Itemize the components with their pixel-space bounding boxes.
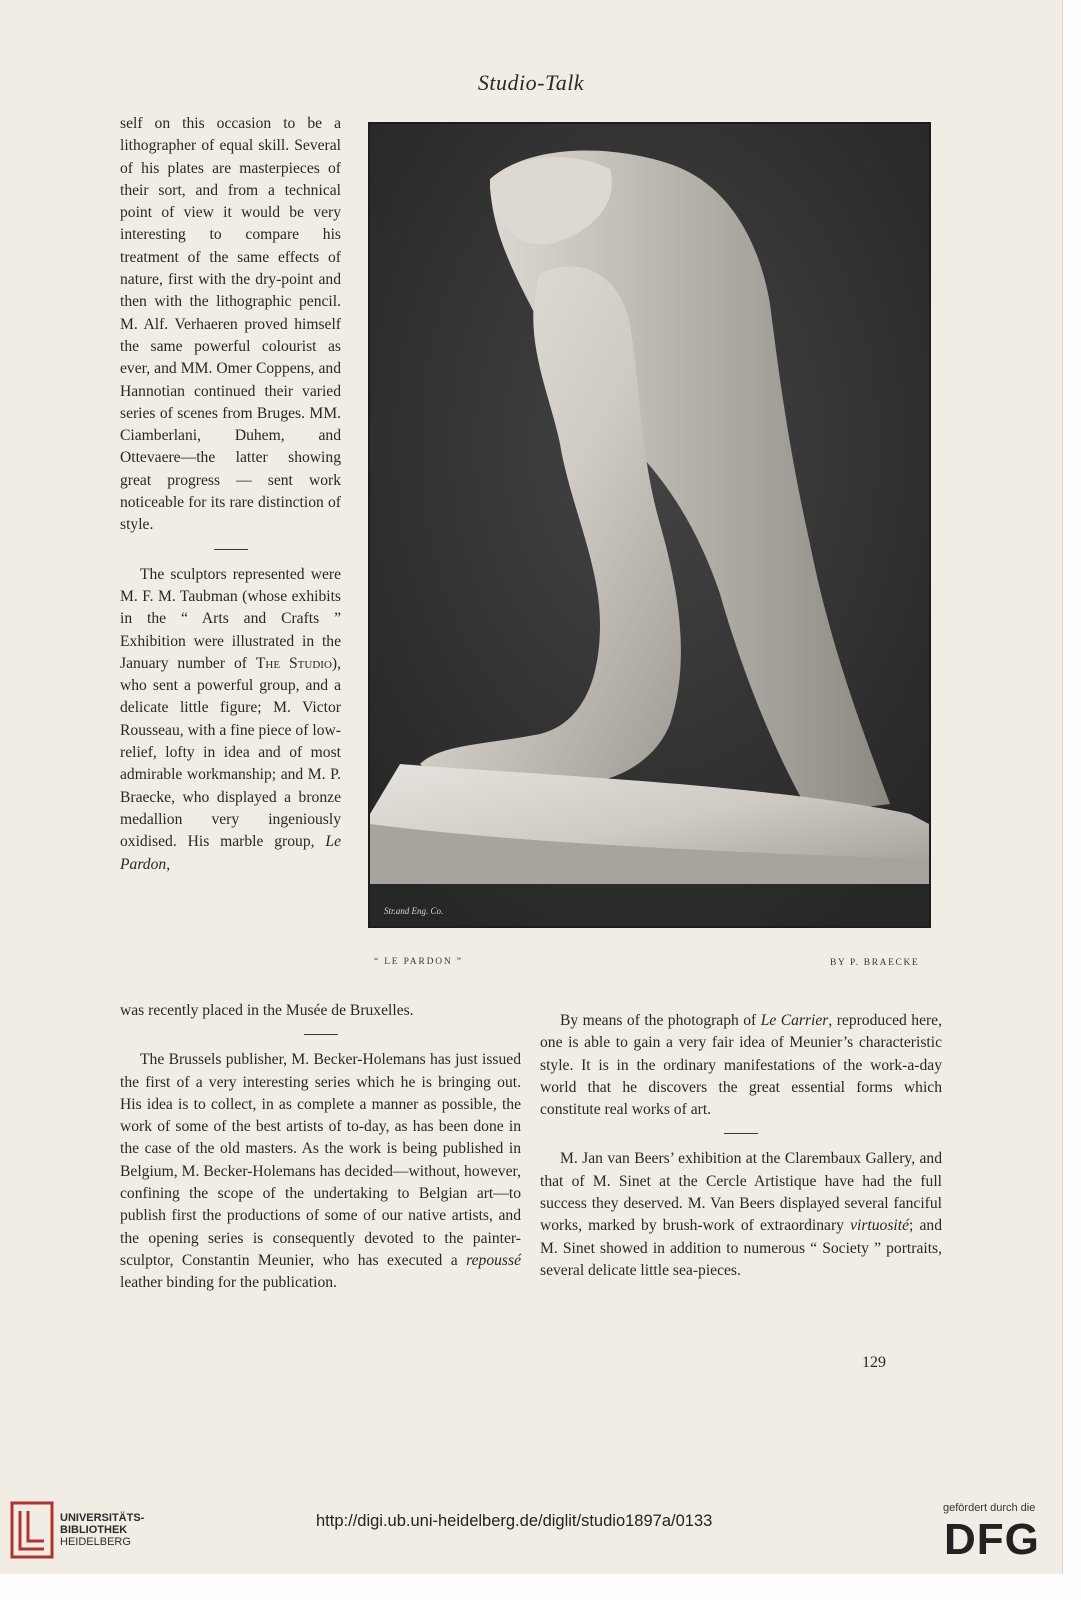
- text-run: leather binding for the publication.: [120, 1274, 337, 1292]
- paragraph-sculptors-end: was recently placed in the Musée de Bruxelles.: [120, 1002, 414, 1019]
- paragraph-sculptors: [120, 564, 341, 876]
- funding-note: gefördert durch die: [943, 1502, 1036, 1514]
- sculpture-photograph: [368, 122, 931, 928]
- paragraph-lithographer: self on this occasion to be a lithographer of equal skill. Several of his plates are masterpieces of their sort, and from a technical point of view it would be very interesting to compare his treatment of the same effects of nature, first with the dry-point and then with the lithographic pencil. M. Alf. Verhaeren proved himself the same powerful colourist as ever, and MM. Omer Coppens, and Hannotian continued their varied series of scenes from Bruges. MM. Ciamberlani, Duhem, and Ottevaere—the latter showing great progress — sent work noticeable for its rare distinction of style.: [120, 115, 341, 534]
- section-divider: [304, 1034, 338, 1035]
- italic-term: repoussé: [466, 1251, 521, 1269]
- text-run: The Brussels publisher, M. Becker-Holemans has just issued the first of a very interesting series which he is bringing out. His idea is to collect, in as complete a manner as possible, the work of some of the best artists of to-day, as has been done in the case of the old masters. As the work is being published in Belgium, M. Becker-Holemans has decided—without, however, confining the scope of the undertaking to Belgian art—to publish first the productions of some of our native artists, and the opening series is consequently devoted to the painter-sculptor, Constantin Meunier, who has executed a: [120, 1051, 521, 1269]
- text-run: ,: [166, 855, 171, 873]
- page-number: 129: [862, 1354, 886, 1371]
- magazine-title: The Studio: [255, 654, 332, 672]
- figure-caption-title: “ LE PARDON ”: [374, 957, 463, 967]
- library-line: UNIVERSITÄTS-: [60, 1512, 145, 1524]
- library-name: [60, 1512, 144, 1548]
- dfg-logo: DFG: [944, 1515, 1040, 1564]
- text-run: The sculptors represented were M. F. M. Taubman (whose exhibits in the “ Arts and Crafts ” Exhibition were illustrated in the January number of: [120, 565, 341, 672]
- figure-caption-artist: BY P. BRAECKE: [830, 958, 920, 968]
- paragraph-exhibitions: [540, 1148, 942, 1282]
- library-line: HEIDELBERG: [60, 1536, 131, 1548]
- italic-term: virtuosité: [850, 1217, 909, 1235]
- right-column: [540, 1010, 942, 1282]
- running-head: Studio-Talk: [477, 70, 585, 95]
- artwork-title: Le Carrier: [760, 1012, 829, 1029]
- text-run: By means of the photograph of: [560, 1012, 761, 1029]
- university-library-logo: [10, 1501, 55, 1559]
- engraver-mark: Str.and Eng. Co.: [384, 906, 444, 916]
- sculpture-illustration: [370, 124, 929, 926]
- text-run: ), who sent a powerful group, and a delicate little figure; M. Victor Rousseau, with a fine piece of low-relief, lofty in idea and of most admirable workmanship; and M. P. Braecke, who displayed a bronze medallion very ingeniously oxidised. His marble group,: [120, 654, 341, 851]
- paragraph-meunier: [540, 1010, 942, 1121]
- text-run: ; and M. Sinet showed in addition to numerous “ Society ” portraits, several delicate little sea-pieces.: [540, 1217, 942, 1279]
- paragraph-publisher: [120, 1049, 521, 1294]
- library-line: BIBLIOTHEK: [60, 1524, 128, 1536]
- source-url-link[interactable]: http://digi.ub.uni-heidelberg.de/diglit/studio1897a/0133: [316, 1512, 713, 1530]
- text-run: , reproduced here, one is able to gain a very fair idea of Meunier’s characteristic style. It is in the ordinary manifestations of the work-a-day world that he discovers the great essential forms which constitute real works of art.: [540, 1012, 943, 1119]
- section-divider: [724, 1133, 758, 1134]
- left-column: [120, 113, 341, 876]
- section-divider: [214, 549, 248, 550]
- text-run: M. Jan van Beers’ exhibition at the Clarembaux Gallery, and that of M. Sinet at the Cercle Artistique have had the full success they deserved. M. Van Beers displayed several fanciful works, marked by brush-work of extraordinary: [540, 1150, 942, 1235]
- artwork-title: Le Pardon: [120, 833, 341, 873]
- left-wide-column: [120, 1000, 521, 1295]
